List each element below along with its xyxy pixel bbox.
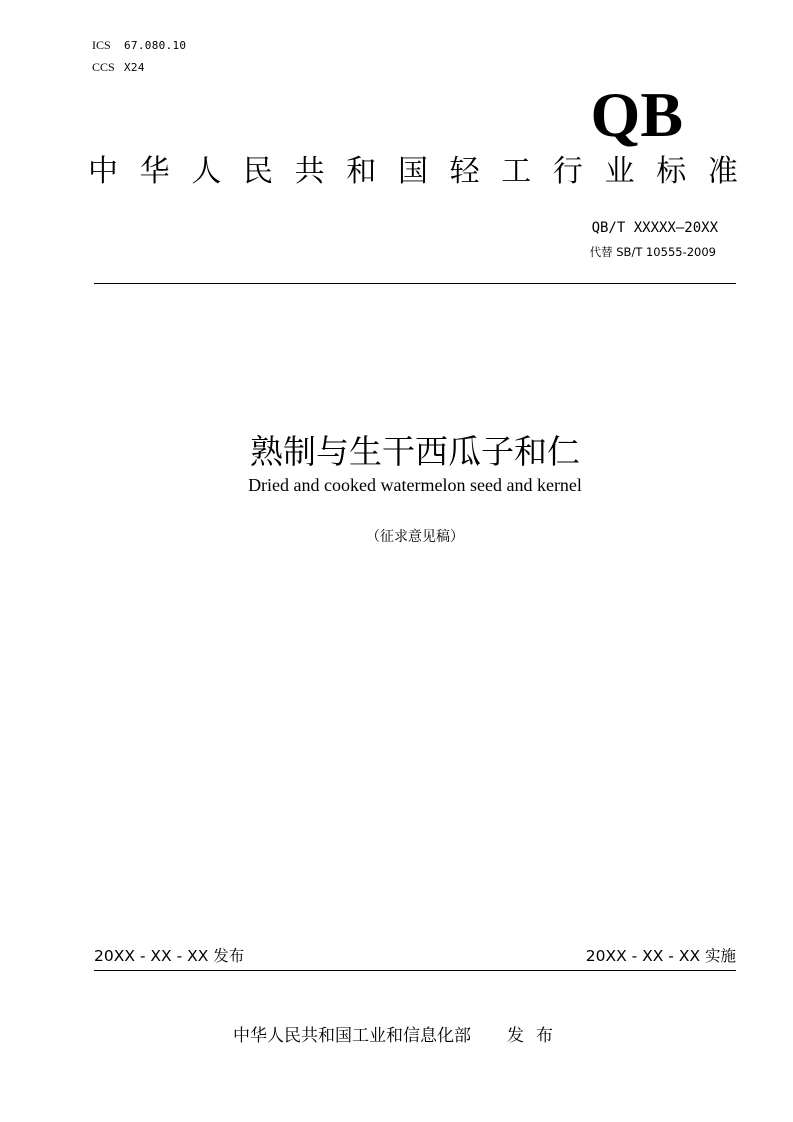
standard-type-char: 轻 <box>449 154 480 189</box>
ics-label: ICS <box>92 38 111 52</box>
standard-type-char: 和 <box>346 154 377 189</box>
standard-type-char: 民 <box>242 154 273 189</box>
standard-code: QB/T XXXXX—20XX <box>591 220 718 236</box>
header-divider <box>94 283 736 284</box>
footer-divider <box>94 970 736 971</box>
standard-type-char: 业 <box>604 154 635 189</box>
implementation-date: 20XX - XX - XX 实施 <box>585 947 736 965</box>
qb-logo: QB <box>590 79 683 150</box>
standard-type-char: 工 <box>501 154 532 189</box>
replaces-note: 代替 SB/T 10555-2009 <box>589 245 716 259</box>
document-title-english: Dried and cooked watermelon seed and kernel <box>248 475 582 495</box>
publisher-line <box>233 1025 565 1047</box>
ccs-line <box>92 60 145 75</box>
draft-status: （征求意见稿） <box>366 529 464 545</box>
ccs-value: X24 <box>124 61 145 74</box>
ccs-label: CCS <box>92 60 115 74</box>
standard-type-char: 准 <box>707 154 738 189</box>
standard-type-char: 标 <box>656 154 687 189</box>
standard-type-char: 华 <box>139 154 170 189</box>
ics-value: 67.080.10 <box>124 39 187 52</box>
standard-type-char: 人 <box>191 154 222 189</box>
ics-line <box>92 38 186 53</box>
issue-date: 20XX - XX - XX 发布 <box>94 947 245 965</box>
standard-type-char: 中 <box>88 154 118 189</box>
standard-type-char: 行 <box>552 154 583 189</box>
standard-type-char: 国 <box>397 154 428 189</box>
document-title-chinese: 熟制与生干西瓜子和仁 <box>250 432 580 471</box>
standard-type-char: 共 <box>294 154 325 189</box>
publisher-action: 发布 <box>507 1026 565 1046</box>
standard-type-title <box>88 152 738 192</box>
publisher-name: 中华人民共和国工业和信息化部 <box>233 1026 471 1046</box>
